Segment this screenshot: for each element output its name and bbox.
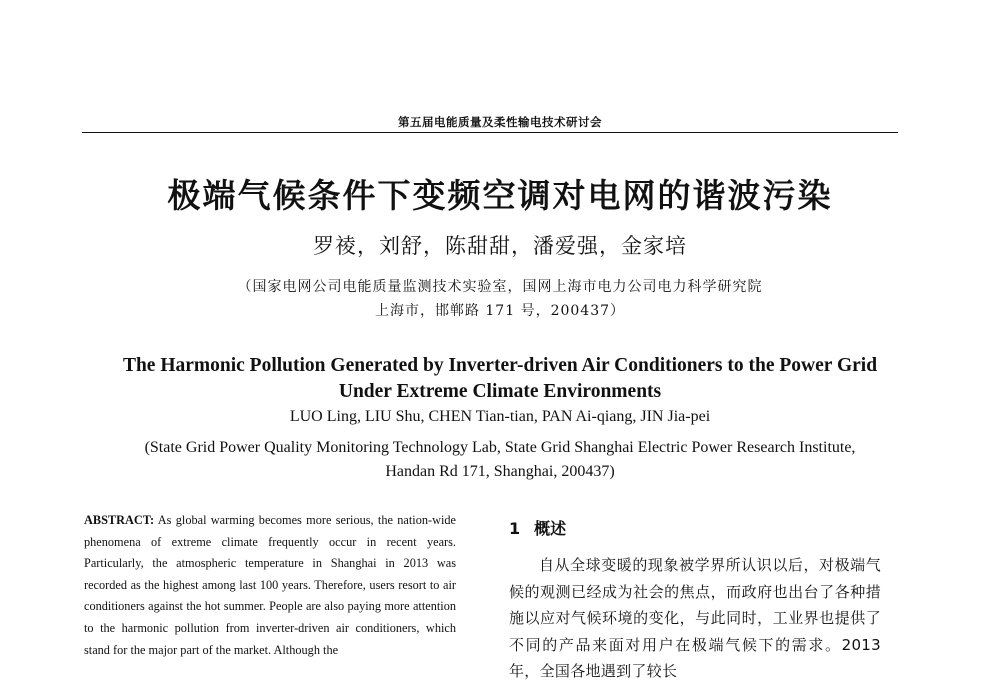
section-heading — [509, 516, 566, 539]
chinese-authors: 罗祾，刘舒，陈甜甜，潘爱强，金家培 — [313, 234, 687, 258]
english-affiliation — [0, 436, 1000, 484]
abstract-text: As global warming becomes more serious, the nation-wide phenomena of extreme climate frequently occur in recent years. Particularly, the atmospheric temperature in Shanghai in 2013 was recorded as the highest among last 100 years. Therefore, users resort to air conditioners against the hot summer. People are also paying more attention to the harmonic pollution from inverter-driven air conditioners, which stand for the major part of the market. Although the — [84, 513, 456, 657]
header-rule — [82, 132, 898, 133]
section-number: 1 — [509, 519, 521, 538]
english-affiliation-line2: Handan Rd 171, Shanghai, 200437) — [385, 463, 615, 480]
english-title-line1: The Harmonic Pollution Generated by Inverter-driven Air Conditioners to the Power Grid — [122, 355, 878, 376]
chinese-title: 极端气候条件下变频空调对电网的谐波污染 — [167, 176, 833, 215]
abstract — [84, 510, 456, 661]
english-title-line2: Under Extreme Climate Environments — [338, 381, 662, 402]
abstract-label: ABSTRACT: — [84, 513, 155, 527]
chinese-affiliation — [0, 275, 1000, 323]
english-affiliation-line1: (State Grid Power Quality Monitoring Technology Lab, State Grid Shanghai Electric Power Research Institute, — [144, 439, 856, 456]
running-header: 第五届电能质量及柔性输电技术研讨会 — [398, 115, 602, 129]
chinese-affiliation-line2: 上海市，邯郸路 171 号，200437） — [374, 303, 626, 319]
section-title: 概述 — [534, 519, 567, 538]
chinese-affiliation-line1: （国家电网公司电能质量监测技术实验室，国网上海市电力公司电力科学研究院 — [237, 279, 763, 295]
section-body: 自从全球变暖的现象被学界所认识以后，对极端气候的观测已经成为社会的焦点，而政府也出台了各种措施以应对气候环境的变化，与此同时，工业界也提供了不同的产品来面对用户在极端气候下的需求。2013 年，全国各地遇到了较长 — [509, 556, 881, 680]
english-title — [0, 353, 1000, 405]
english-authors: LUO Ling, LIU Shu, CHEN Tian-tian, PAN Ai-qiang, JIN Jia-pei — [289, 408, 711, 425]
